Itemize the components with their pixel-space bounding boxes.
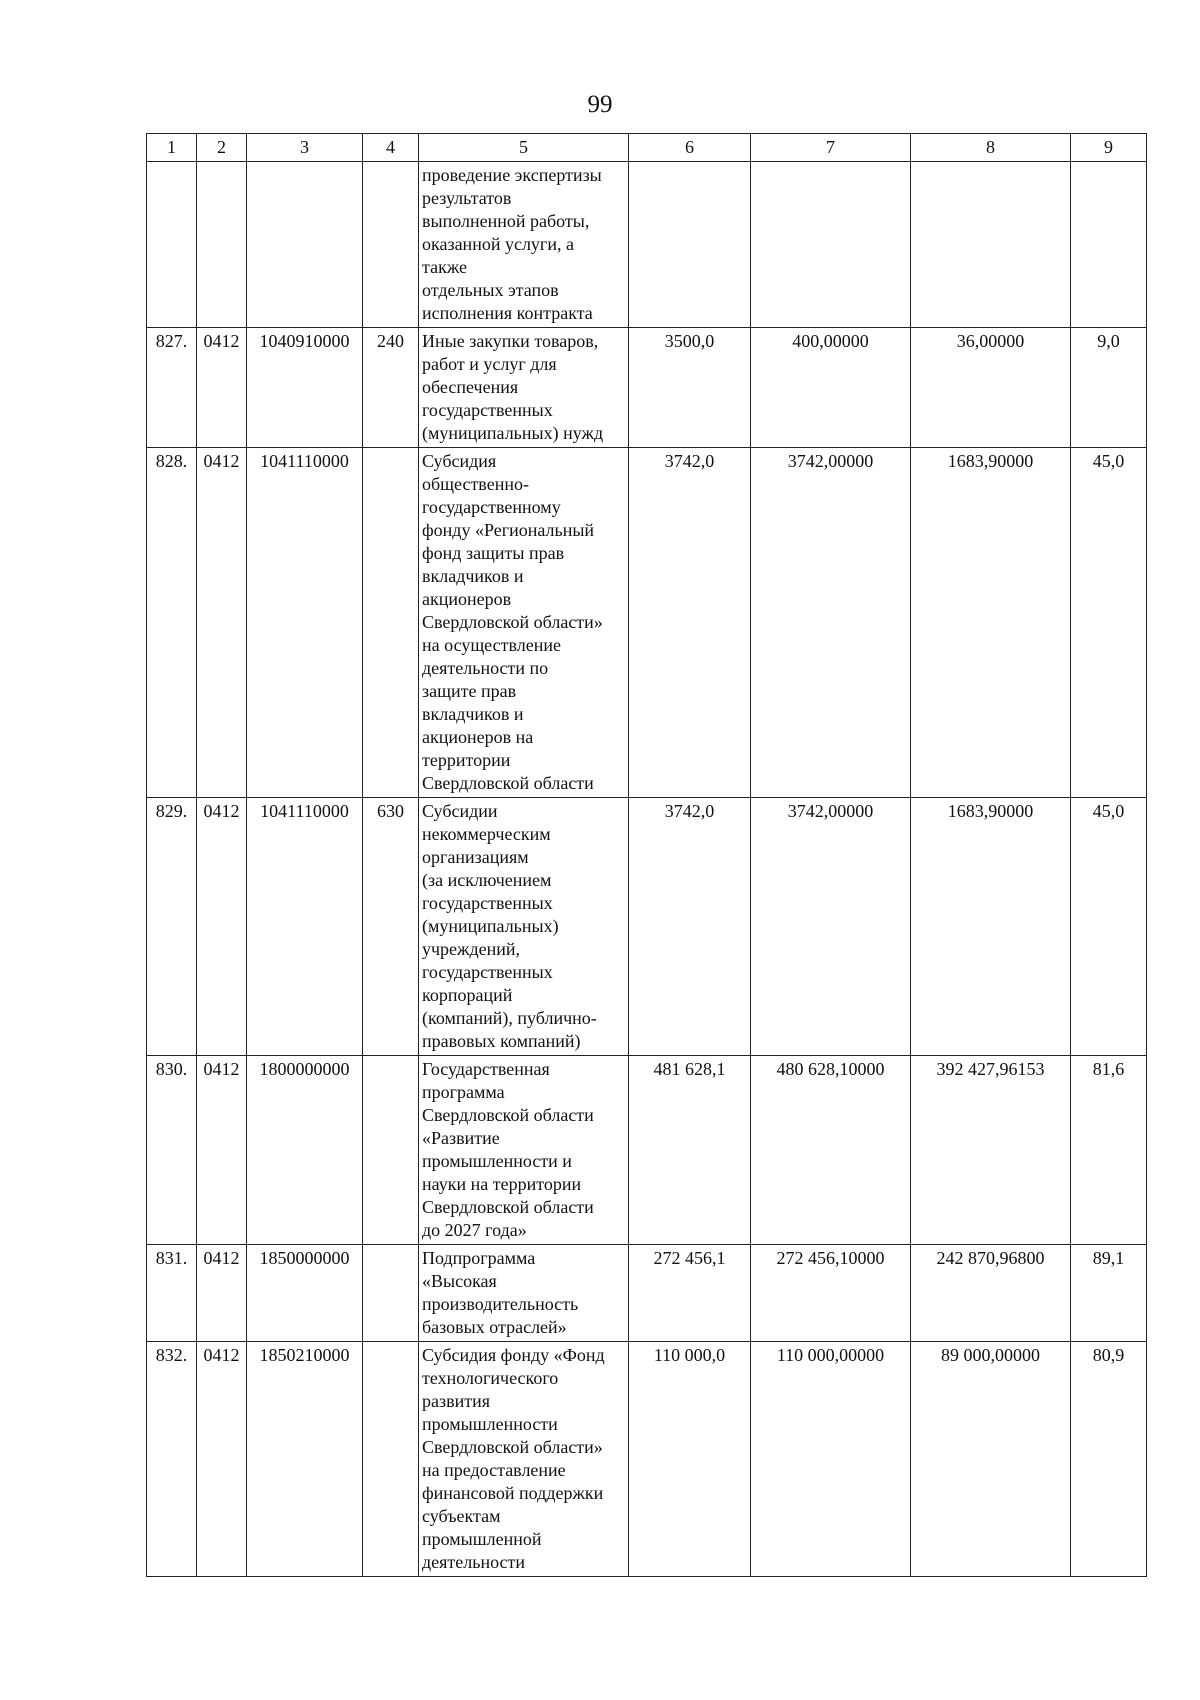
name-line: Субсидия: [422, 451, 497, 471]
cell-col9: [1071, 162, 1147, 328]
header-cell-5: 5: [419, 134, 629, 162]
cell-type: 630: [363, 798, 419, 1056]
cell-name: [419, 162, 629, 328]
table-row: [147, 448, 1147, 798]
cell-col9: 9,0: [1071, 328, 1147, 448]
header-cell-2: 2: [197, 134, 247, 162]
name-line: вкладчиков и: [422, 566, 524, 586]
name-line: государственных: [422, 893, 553, 913]
table-row: [147, 1342, 1147, 1577]
cell-target: [247, 162, 363, 328]
cell-col7: 3742,00000: [751, 448, 911, 798]
cell-section: 0412: [197, 1056, 247, 1245]
cell-num: 831.: [147, 1245, 197, 1342]
name-line: развития: [422, 1391, 491, 1411]
table-row: [147, 798, 1147, 1056]
cell-type: [363, 162, 419, 328]
cell-target: 1800000000: [247, 1056, 363, 1245]
cell-name: [419, 1245, 629, 1342]
name-line: фонду «Региональный: [422, 520, 595, 540]
cell-section: 0412: [197, 798, 247, 1056]
cell-target: 1041110000: [247, 448, 363, 798]
cell-col6: 481 628,1: [629, 1056, 751, 1245]
cell-section: 0412: [197, 328, 247, 448]
table-row: [147, 1056, 1147, 1245]
name-line: результатов: [422, 188, 512, 208]
name-line: базовых отраслей»: [422, 1317, 567, 1337]
header-cell-7: 7: [751, 134, 911, 162]
name-line: защите прав: [422, 681, 517, 701]
cell-col8: 1683,90000: [911, 448, 1071, 798]
cell-col6: 110 000,0: [629, 1342, 751, 1577]
header-cell-4: 4: [363, 134, 419, 162]
cell-col8: 89 000,00000: [911, 1342, 1071, 1577]
name-line: организациям: [422, 847, 529, 867]
name-line: работ и услуг для: [422, 354, 557, 374]
name-line: производительность: [422, 1294, 579, 1314]
cell-col6: 3742,0: [629, 798, 751, 1056]
header-cell-8: 8: [911, 134, 1071, 162]
name-line: Свердловской области»: [422, 1437, 603, 1457]
name-line: науки на территории: [422, 1174, 582, 1194]
name-line: Свердловской области»: [422, 612, 603, 632]
name-line: финансовой поддержки: [422, 1483, 604, 1503]
header-cell-1: 1: [147, 134, 197, 162]
cell-name: [419, 328, 629, 448]
cell-col6: 3742,0: [629, 448, 751, 798]
cell-num: [147, 162, 197, 328]
page-number: 99: [587, 91, 613, 118]
name-line: Государственная: [422, 1059, 550, 1079]
name-line: акционеров на: [422, 727, 534, 747]
header-row: [147, 134, 1147, 162]
name-line: субъектам: [422, 1506, 501, 1526]
name-line: исполнения контракта: [422, 303, 593, 323]
cell-section: 0412: [197, 448, 247, 798]
cell-type: [363, 448, 419, 798]
name-line: промышленной: [422, 1529, 542, 1549]
cell-type: [363, 1056, 419, 1245]
cell-num: 828.: [147, 448, 197, 798]
header-cell-6: 6: [629, 134, 751, 162]
cell-type: 240: [363, 328, 419, 448]
name-line: общественно-: [422, 474, 529, 494]
name-line: учреждений,: [422, 939, 521, 959]
cell-col9: 89,1: [1071, 1245, 1147, 1342]
cell-target: 1850000000: [247, 1245, 363, 1342]
name-line: (муниципальных) нужд: [422, 423, 604, 443]
name-line: промышленности и: [422, 1151, 572, 1171]
name-line: Субсидия фонду «Фонд: [422, 1345, 605, 1365]
cell-col8: 36,00000: [911, 328, 1071, 448]
cell-section: [197, 162, 247, 328]
cell-num: 827.: [147, 328, 197, 448]
cell-col9: 45,0: [1071, 798, 1147, 1056]
name-line: на предоставление: [422, 1460, 566, 1480]
cell-name: [419, 1342, 629, 1577]
name-line: также: [422, 257, 468, 277]
name-line: технологического: [422, 1368, 559, 1388]
name-line: государственному: [422, 497, 561, 517]
cell-col9: 45,0: [1071, 448, 1147, 798]
name-line: отдельных этапов: [422, 280, 559, 300]
header-cell-3: 3: [247, 134, 363, 162]
name-line: акционеров: [422, 589, 512, 609]
name-line: «Развитие: [422, 1128, 500, 1148]
cell-section: 0412: [197, 1342, 247, 1577]
table-body: [147, 328, 1147, 1577]
cell-col8: 242 870,96800: [911, 1245, 1071, 1342]
name-line: территории: [422, 750, 511, 770]
name-line: (за исключением: [422, 870, 552, 890]
name-line: (муниципальных): [422, 916, 559, 936]
cell-col8: 392 427,96153: [911, 1056, 1071, 1245]
cell-col7: 272 456,10000: [751, 1245, 911, 1342]
cell-col8: [911, 162, 1071, 328]
name-line: фонд защиты прав: [422, 543, 565, 563]
name-line: правовых компаний): [422, 1031, 581, 1051]
name-line: выполненной работы,: [422, 211, 590, 231]
cell-col7: 480 628,10000: [751, 1056, 911, 1245]
cell-num: 829.: [147, 798, 197, 1056]
name-line: промышленности: [422, 1414, 558, 1434]
cell-col6: 272 456,1: [629, 1245, 751, 1342]
name-line: деятельности по: [422, 658, 549, 678]
name-line: Свердловской области: [422, 773, 594, 793]
name-line: деятельности: [422, 1552, 526, 1572]
name-line: на осуществление: [422, 635, 561, 655]
cell-type: [363, 1342, 419, 1577]
name-line: корпораций: [422, 985, 513, 1005]
cell-name: [419, 448, 629, 798]
cell-name: [419, 798, 629, 1056]
continuation-row: [147, 162, 1147, 328]
name-line: Иные закупки товаров,: [422, 331, 599, 351]
cell-col8: 1683,90000: [911, 798, 1071, 1056]
cell-col7: 400,00000: [751, 328, 911, 448]
cell-target: 1850210000: [247, 1342, 363, 1577]
cell-target: 1041110000: [247, 798, 363, 1056]
table-row: [147, 328, 1147, 448]
cell-num: 832.: [147, 1342, 197, 1577]
name-line: до 2027 года»: [422, 1220, 527, 1240]
cell-col6: [629, 162, 751, 328]
name-line: некоммерческим: [422, 824, 551, 844]
table-row: [147, 1245, 1147, 1342]
name-line: Подпрограмма: [422, 1248, 536, 1268]
cell-num: 830.: [147, 1056, 197, 1245]
name-line: вкладчиков и: [422, 704, 524, 724]
name-line: Свердловской области: [422, 1197, 594, 1217]
cell-col7: 3742,00000: [751, 798, 911, 1056]
cell-type: [363, 1245, 419, 1342]
name-line: программа: [422, 1082, 505, 1102]
name-line: государственных: [422, 962, 553, 982]
budget-table: [146, 133, 1147, 1577]
name-line: обеспечения: [422, 377, 519, 397]
cell-col9: 81,6: [1071, 1056, 1147, 1245]
name-line: Субсидии: [422, 801, 498, 821]
cell-col6: 3500,0: [629, 328, 751, 448]
header-cell-9: 9: [1071, 134, 1147, 162]
cell-section: 0412: [197, 1245, 247, 1342]
cell-col7: [751, 162, 911, 328]
name-line: Свердловской области: [422, 1105, 594, 1125]
cell-target: 1040910000: [247, 328, 363, 448]
name-line: государственных: [422, 400, 553, 420]
cell-col7: 110 000,00000: [751, 1342, 911, 1577]
name-line: (компаний), публично-: [422, 1008, 597, 1028]
name-line: «Высокая: [422, 1271, 497, 1291]
name-line: оказанной услуги, а: [422, 234, 574, 254]
cell-name: [419, 1056, 629, 1245]
name-line: проведение экспертизы: [422, 165, 602, 185]
cell-col9: 80,9: [1071, 1342, 1147, 1577]
